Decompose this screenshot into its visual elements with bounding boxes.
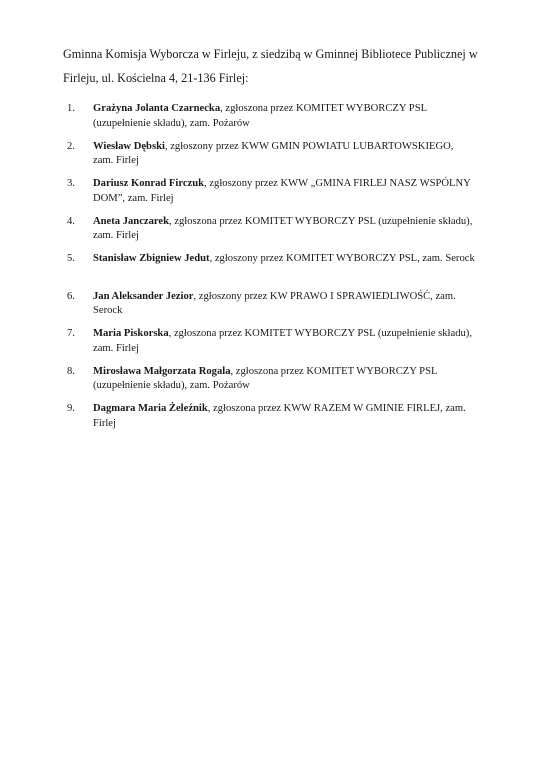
- list-item: [63, 102, 483, 140]
- member-details: , zgłoszony przez KWW GMIN POWIATU LUBARTOWSKIEGO, zam. Firlej: [93, 140, 454, 166]
- member-details: , zgłoszony przez KWW „GMINA FIRLEJ NASZ WSPÓLNY DOM”, zam. Firlej: [93, 178, 471, 204]
- item-text: [93, 402, 483, 440]
- item-number: 7.: [67, 328, 75, 339]
- member-name: Aneta Janczarek: [93, 215, 170, 227]
- item-text: [93, 252, 483, 290]
- member-name: Grażyna Jolanta Czarnecka: [93, 103, 221, 114]
- member-details: , zgłoszona przez KWW RAZEM W GMINIE FIRLEJ, zam. Firlej: [93, 403, 466, 429]
- item-number: 5.: [67, 253, 75, 264]
- member-name: Dagmara Maria Żeleźnik: [93, 403, 208, 414]
- item-text: [93, 290, 483, 328]
- item-text: [93, 140, 483, 178]
- list-item: [63, 252, 483, 290]
- member-details: , zgłoszona przez KOMITET WYBORCZY PSL (uzupełnienie składu), zam. Firlej: [93, 328, 472, 354]
- list-item: [63, 290, 483, 328]
- item-text: [93, 177, 483, 215]
- list-item: [63, 327, 483, 365]
- member-name: Mirosława Małgorzata Rogala: [93, 365, 231, 377]
- item-text: [93, 365, 483, 403]
- list-item: [63, 402, 483, 440]
- list-item: [63, 140, 483, 178]
- member-name: Wiesław Dębski: [93, 140, 165, 152]
- member-name: Stanisław Zbigniew Jedut: [93, 253, 210, 264]
- item-text: [93, 215, 483, 253]
- item-number: 1.: [67, 103, 75, 114]
- member-name: Dariusz Konrad Firczuk: [93, 178, 205, 189]
- item-number: 4.: [67, 215, 75, 227]
- item-number: 8.: [67, 365, 75, 377]
- list-item: [63, 365, 483, 403]
- item-number: 2.: [67, 140, 75, 152]
- member-name: Jan Aleksander Jezior: [93, 290, 194, 302]
- list-item: [63, 215, 483, 253]
- member-details: , zgłoszona przez KOMITET WYBORCZY PSL (uzupełnienie składu), zam. Pożarów: [93, 103, 427, 129]
- member-details: , zgłoszony przez KOMITET WYBORCZY PSL, zam. Serock: [209, 253, 475, 264]
- member-details: , zgłoszona przez KOMITET WYBORCZY PSL (uzupełnienie składu), zam. Pożarów: [93, 365, 438, 391]
- list-item: [63, 177, 483, 215]
- member-list: [63, 102, 483, 440]
- item-number: 9.: [67, 403, 75, 414]
- item-number: 3.: [67, 178, 75, 189]
- member-name: Maria Piskorska: [93, 328, 169, 339]
- item-text: [93, 327, 483, 365]
- member-details: , zgłoszona przez KOMITET WYBORCZY PSL (uzupełnienie składu), zam. Firlej: [93, 215, 473, 241]
- committee-intro: Gminna Komisja Wyborcza w Firleju, z siedzibą w Gminnej Bibliotece Publicznej w Firleju, ul. Kościelna 4, 21-136 Firlej:: [63, 47, 478, 85]
- item-text: [93, 102, 483, 140]
- item-number: 6.: [67, 290, 75, 302]
- member-details: , zgłoszony przez KW PRAWO I SPRAWIEDLIWOŚĆ, zam. Serock: [93, 290, 456, 316]
